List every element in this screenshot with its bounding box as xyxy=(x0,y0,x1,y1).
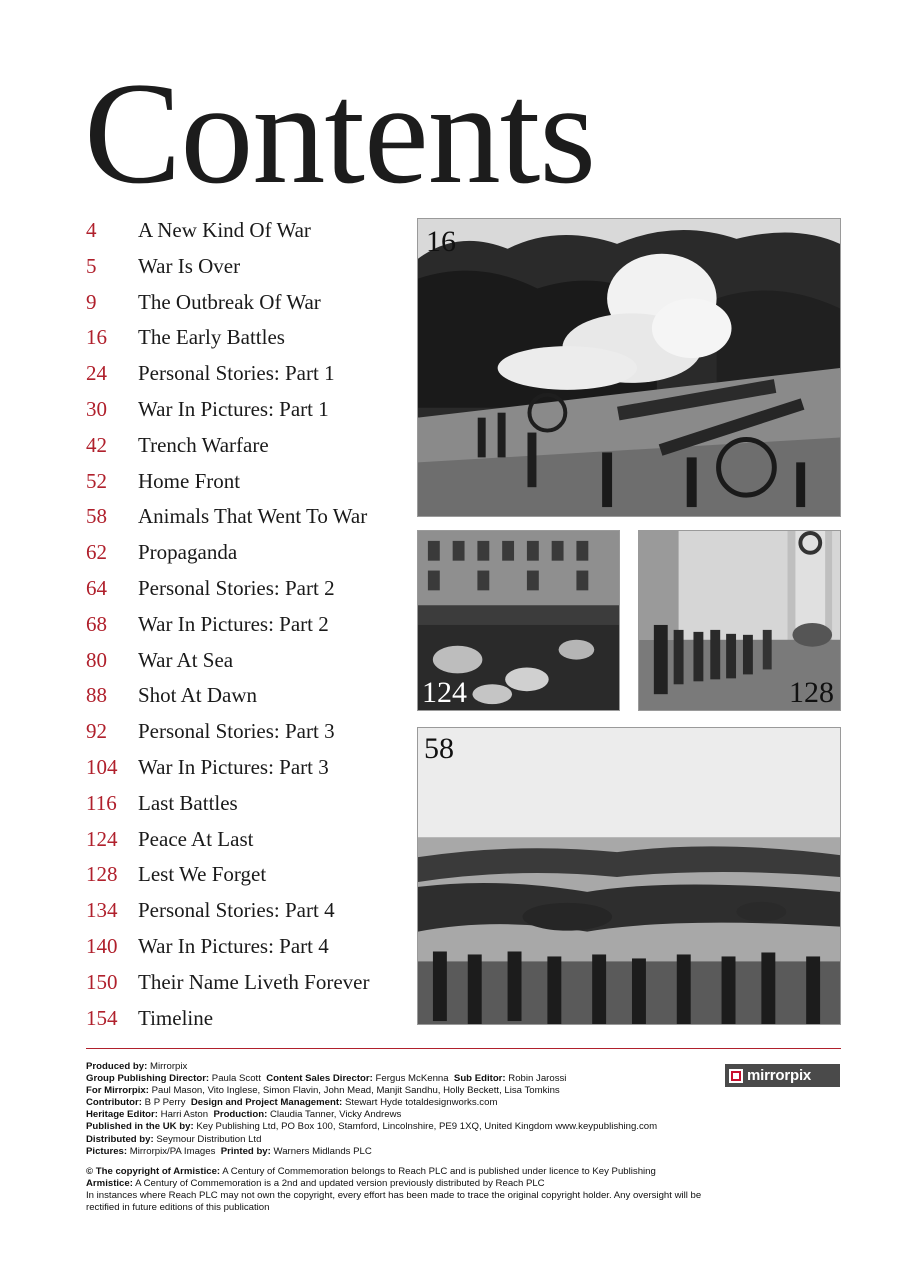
toc-title: A New Kind Of War xyxy=(138,218,311,242)
toc-page-number: 5 xyxy=(86,253,97,278)
photo-page-label: 58 xyxy=(424,732,454,765)
toc-title: Lest We Forget xyxy=(138,862,267,887)
toc-title: Last Battles xyxy=(138,790,238,815)
credit-line: Produced by: Mirrorpix xyxy=(86,1061,188,1072)
toc-page-number: 80 xyxy=(86,647,107,672)
toc-item[interactable] xyxy=(86,823,406,859)
toc-item[interactable] xyxy=(86,644,406,680)
toc-page-number: 4 xyxy=(86,218,97,242)
toc-page-number: 134 xyxy=(86,898,118,923)
toc-title: Personal Stories: Part 2 xyxy=(138,575,335,600)
toc-item[interactable] xyxy=(86,715,406,751)
mirrorpix-logo xyxy=(725,1064,840,1087)
toc-title: Personal Stories: Part 1 xyxy=(138,361,335,386)
toc-page-number: 58 xyxy=(86,504,107,529)
toc-page-number: 42 xyxy=(86,432,107,457)
credit-line: Contributor: B P Perry Design and Project Management: Stewart Hyde totaldesignworks.com xyxy=(86,1097,498,1109)
toc-item[interactable] xyxy=(86,858,406,894)
toc-title: Propaganda xyxy=(138,540,238,565)
logo-text: mirrorpix xyxy=(747,1067,812,1084)
toc-item[interactable] xyxy=(86,250,406,286)
toc-page-number: 124 xyxy=(86,826,118,851)
toc-page-number: 62 xyxy=(86,540,107,565)
toc-title: The Outbreak Of War xyxy=(138,289,321,314)
toc-title: Shot At Dawn xyxy=(138,683,258,708)
toc-page-number: 9 xyxy=(86,289,97,314)
toc-item[interactable] xyxy=(86,679,406,715)
toc-item[interactable] xyxy=(86,465,406,501)
toc-page-number: 128 xyxy=(86,862,118,887)
toc-page-number: 16 xyxy=(86,325,107,350)
toc-page-number: 64 xyxy=(86,575,107,600)
toc-page-number: 140 xyxy=(86,933,118,958)
photo-page-label: 124 xyxy=(422,676,467,709)
toc-page-number: 150 xyxy=(86,969,118,994)
photo-cenotaph xyxy=(638,530,841,711)
divider xyxy=(86,1048,841,1049)
photo-page-label: 16 xyxy=(426,225,456,258)
toc-item[interactable] xyxy=(86,572,406,608)
toc-item[interactable] xyxy=(86,214,406,250)
toc-title: War In Pictures: Part 4 xyxy=(138,933,329,958)
artillery-image xyxy=(418,219,840,516)
toc-title: War Is Over xyxy=(138,253,241,278)
toc-title: War In Pictures: Part 2 xyxy=(138,611,329,636)
credit-line: Distributed by: Seymour Distribution Ltd xyxy=(86,1133,262,1145)
toc-page-number: 24 xyxy=(86,361,107,386)
logo-mark-icon xyxy=(729,1069,743,1083)
toc-title: Personal Stories: Part 4 xyxy=(138,898,335,923)
toc-title: Timeline xyxy=(138,1005,214,1030)
page-title: Contents xyxy=(84,52,596,214)
credit-line: Heritage Editor: Harri Aston Production: Claudia Tanner, Vicky Andrews xyxy=(86,1109,402,1121)
photo-cavalry xyxy=(417,727,841,1025)
credit-line: Pictures: Mirrorpix/PA Images Printed by: Warners Midlands PLC xyxy=(86,1145,372,1157)
toc-item[interactable] xyxy=(86,966,406,1002)
toc-title: War In Pictures: Part 3 xyxy=(138,754,329,779)
credit-line: Group Publishing Director: Paula Scott Content Sales Director: Fergus McKenna Sub Editor: Robin Jarossi xyxy=(86,1073,567,1085)
toc-title: War In Pictures: Part 1 xyxy=(138,396,329,421)
toc-page-number: 92 xyxy=(86,719,107,744)
toc-item[interactable] xyxy=(86,894,406,930)
toc-page-number: 88 xyxy=(86,683,107,708)
toc-title: Personal Stories: Part 3 xyxy=(138,719,335,744)
toc-title: The Early Battles xyxy=(138,325,285,350)
copyright-notice: © The copyright of Armistice: A Century of Commemoration belongs to Reach PLC and is published under licence to Key Publishing Armistice: A Century of Commemoration is a 2nd and updated version previously distributed by Reach PLC In instances where Reach PLC may not own the copyright, every effort has been made to trace the original copyright holder. Any oversight will be rectified in future editions of this publication xyxy=(86,1165,702,1214)
toc-page-number: 30 xyxy=(86,396,107,421)
toc-page-number: 68 xyxy=(86,611,107,636)
toc-item[interactable] xyxy=(86,286,406,322)
toc-item[interactable] xyxy=(86,321,406,357)
toc-item[interactable] xyxy=(86,1002,406,1038)
toc-title: Animals That Went To War xyxy=(138,504,368,529)
photo-crowd xyxy=(417,530,620,711)
toc-page-number: 154 xyxy=(86,1005,118,1030)
credit-line: For Mirrorpix: Paul Mason, Vito Inglese, Simon Flavin, John Mead, Manjit Sandhu, Holly Beckett, Lisa Tomkins xyxy=(86,1085,560,1097)
cavalry-image xyxy=(418,728,840,1024)
toc-title: Home Front xyxy=(138,468,241,493)
toc-item[interactable] xyxy=(86,429,406,465)
toc-item[interactable] xyxy=(86,536,406,572)
toc-title: Their Name Liveth Forever xyxy=(138,969,370,994)
toc-page-number: 104 xyxy=(86,754,118,779)
credit-line: Published in the UK by: Key Publishing Ltd, PO Box 100, Stamford, Lincolnshire, PE9 1XQ, United Kingdom www.keypublishing.com xyxy=(86,1121,658,1133)
toc-title: War At Sea xyxy=(138,647,234,672)
toc-item[interactable] xyxy=(86,930,406,966)
toc-item[interactable] xyxy=(86,357,406,393)
table-of-contents xyxy=(86,214,406,1037)
toc-item[interactable] xyxy=(86,787,406,823)
toc-page-number: 116 xyxy=(86,790,117,815)
toc-item[interactable] xyxy=(86,608,406,644)
photo-artillery xyxy=(417,218,841,517)
toc-title: Peace At Last xyxy=(138,826,254,851)
toc-title: Trench Warfare xyxy=(138,432,269,457)
photo-page-label: 128 xyxy=(789,676,834,709)
credits-block xyxy=(86,1061,726,1214)
toc-item[interactable] xyxy=(86,393,406,429)
toc-item[interactable] xyxy=(86,500,406,536)
toc-item[interactable] xyxy=(86,751,406,787)
toc-page-number: 52 xyxy=(86,468,107,493)
